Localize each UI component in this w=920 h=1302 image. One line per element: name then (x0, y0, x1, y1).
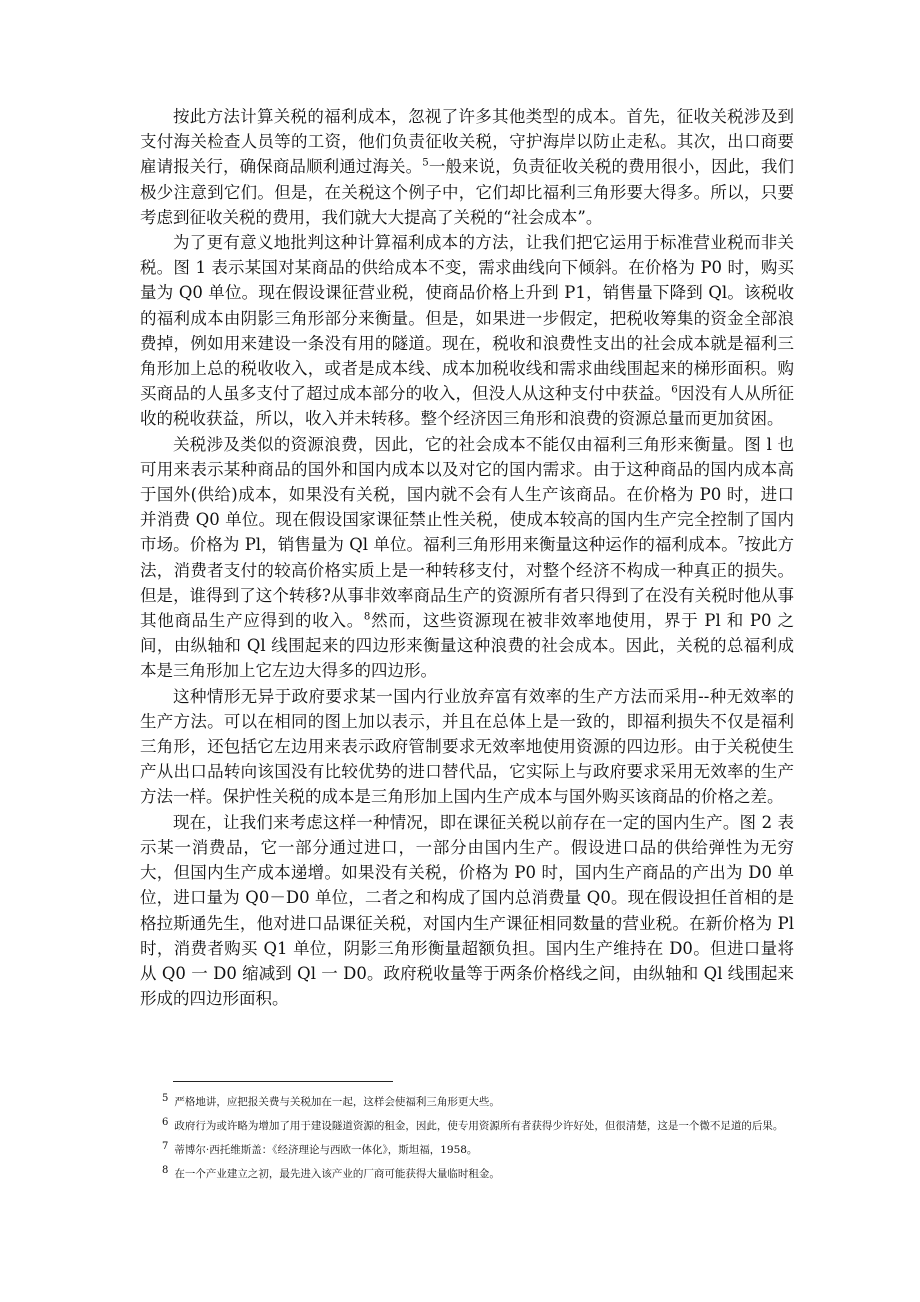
footnotes (150, 1092, 790, 1188)
paragraph-text: 现在，让我们来考虑这样一种情况，即在课征关税以前存在一定的国内生产。图 2 表示某一消费品，它一部分通过进口，一部分由国内生产。假设进口品的供给弹性为无穷大，但国内生产成本递增。如果没有关税，价格为 P0 时，国内生产商品的产出为 D0 单位，进口量为 Q0－D0 单位，二者之和构成了国内总消费量 Q0。现在假设担任首相的是格拉斯通先生，他对进口品课征关税，对国内生产课征相同数量的营业税。在新价格为 Pl 时，消费者购买 Q1 单位，阴影三角形衡量超额负担。国内生产维持在 D0。但进口量将从 Q0 一 D0 缩减到 Ql 一 D0。政府税收量等于两条价格线之间，由纵轴和 Ql 线围起来形成的四边形面积。 (140, 812, 794, 1009)
paragraph-text: 为了更有意义地批判这种计算福利成本的方法，让我们把它运用于标准营业税而非关税。图 1 表示某国对某商品的供给成本不变，需求曲线向下倾斜。在价格为 P0 时，购买量为 Q0 单位。现在假设课征营业税，使商品价格上升到 P1，销售量下降到 Ql。该税收的福利成本由阴影三角形部分来衡量。但是，如果进一步假定，把税收筹集的资金全部浪费掉，例如用来建设一条没有用的隧道。现在，税收和浪费性支出的社会成本就是福利三角形加上总的税收收入，或者是成本线、成本加税收线和需求曲线围起来的梯形面积。购买商品的人虽多支付了超过成本部分的收入，但没人从这种支付中获益。 (140, 233, 794, 404)
paragraph-text: 按此方法计算关税的福利成本，忽视了许多其他类型的成本。首先，征收关税涉及到支付海关检查人员等的工资，他们负责征收关税，守护海岸以防止走私。其次，出口商要雇请报关行，确保商品顺利通过海关。 (140, 107, 794, 177)
footnote-text: 政府行为或许略为增加了用于建设隧道资源的租金，因此，使专用资源所有者获得少许好处，但很清楚，这是一个微不足道的后果。 (174, 1120, 784, 1132)
footnote-reference[interactable]: 5 (422, 157, 429, 169)
paragraph (140, 810, 794, 1012)
footnote (150, 1092, 790, 1112)
footnote-number: 5 (162, 1092, 169, 1104)
footnote-text: 严格地讲，应把报关费与关税加在一起，这样会使福利三角形更大些。 (174, 1096, 500, 1108)
footnote-number: 8 (162, 1164, 169, 1176)
paragraph-text: 因没有人从所征收的税收获益，所以，收入并未转移。整个经济因三角形和浪费的资源总量而更加贫困。 (140, 384, 795, 429)
paragraph-text: 一般来说，负责征收关税的费用很小，因此，我们极少注意到它们。但是，在关税这个例子中，它们却比福利三角形要大得多。所以，只要考虑到征收关税的费用，我们就大大提高了关税的“社会成本”。 (140, 157, 795, 227)
paragraph-text: 按此方法，消费者支付的较高价格实质上是一种转移支付，对整个经济不构成一种真正的损失。但是，谁得到了这个转移?从事非效率商品生产的资源所有者只得到了在没有关税时他从事其他商品生产应得到的收入。 (140, 535, 795, 631)
paragraph-text: 这种情形无异于政府要求某一国内行业放弃富有效率的生产方法而采用--种无效率的生产方法。可以在相同的图上加以表示，并且在总体上是一致的，即福利损失不仅是福利三角形，还包括它左边用来表示政府管制要求无效率地使用资源的四边形。由于关税使生产从出口品转向该国没有比较优势的进口替代品，它实际上与政府要求采用无效率的生产方法一样。保护性关税的成本是三角形加上国内生产成本与国外购买该商品的价格之差。 (140, 686, 794, 807)
footnote-number: 7 (162, 1140, 169, 1152)
footnote-reference[interactable]: 7 (737, 535, 745, 547)
paragraph (140, 230, 794, 432)
body-text (140, 104, 794, 1011)
paragraph-text: 关税涉及类似的资源浪费，因此，它的社会成本不能仅由福利三角形来衡量。图 l 也可用来表示某种商品的国外和国内成本以及对它的国内需求。由于这种商品的国内成本高于国外(供给)成本，如果没有关税，国内就不会有人生产该商品。在价格为 P0 时，进口并消费 Q0 单位。现在假设国家课征禁止性关税，使成本较高的国内生产完全控制了国内市场。价格为 Pl，销售量为 Ql 单位。福利三角形用来衡量这种运作的福利成本。 (140, 434, 794, 555)
footnote (150, 1116, 790, 1136)
footnote-reference[interactable]: 6 (671, 384, 678, 396)
paragraph (140, 684, 794, 810)
paragraph-text: 然而，这些资源现在被非效率地使用，界于 Pl 和 P0 之间，由纵轴和 Ql 线围起来的四边形来衡量这种浪费的社会成本。因此，关税的总福利成本是三角形加上它左边大得多的四边形。 (140, 611, 794, 681)
footnote-reference[interactable]: 8 (363, 611, 371, 623)
footnote-separator (173, 1081, 393, 1082)
footnote-text: 蒂博尔·西托维斯盖：《经济理论与西欧一体化》，斯坦福，1958。 (174, 1144, 478, 1156)
footnote (150, 1164, 790, 1184)
paragraph (140, 104, 794, 230)
paragraph (140, 432, 794, 684)
footnote-text: 在一个产业建立之初，最先进入该产业的厂商可能获得大量临时租金。 (174, 1168, 500, 1180)
footnote (150, 1140, 790, 1160)
footnote-number: 6 (162, 1116, 169, 1128)
